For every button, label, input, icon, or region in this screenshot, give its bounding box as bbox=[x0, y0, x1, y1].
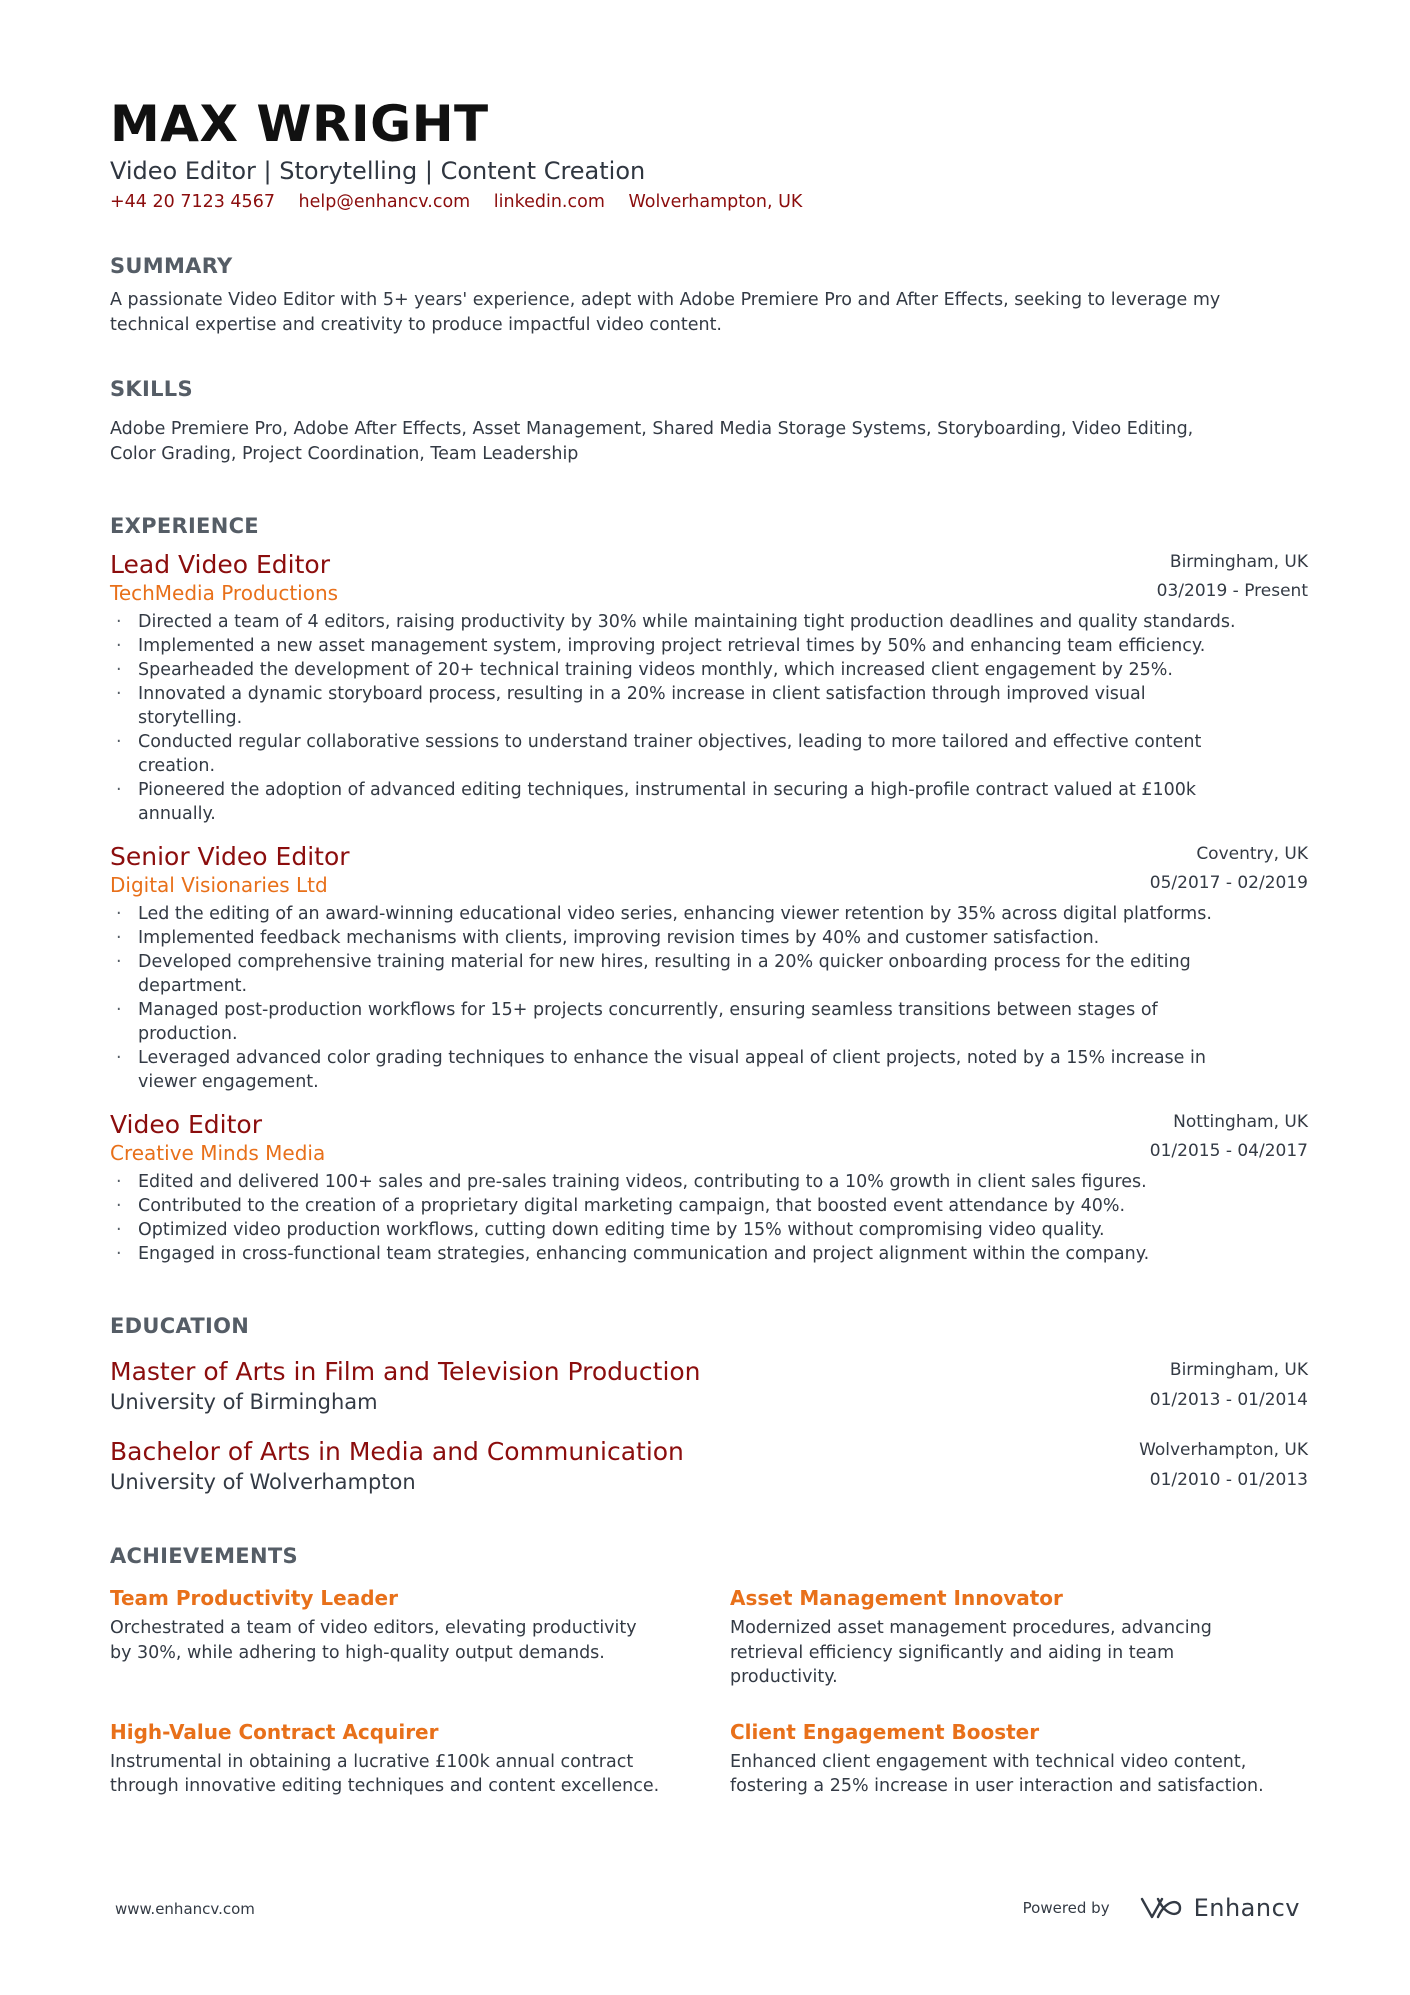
job-bullet: · Leveraged advanced color grading techniques to enhance the visual appeal of client projects, noted by a 15% increase in viewer engagement. bbox=[110, 1046, 1308, 1094]
education-degree: Master of Arts in Film and Television Production bbox=[110, 1357, 701, 1386]
job-header bbox=[110, 1110, 1308, 1168]
section-title-achievements: ACHIEVEMENTS bbox=[110, 1544, 298, 1568]
education-location: Birmingham, UK bbox=[1169, 1360, 1308, 1380]
achievement-title: Team Productivity Leader bbox=[110, 1586, 398, 1610]
contact-email[interactable]: help@enhancv.com bbox=[298, 192, 471, 212]
job-bullet: · Contributed to the creation of a proprietary digital marketing campaign, that boosted event attendance by 40%. bbox=[110, 1194, 1308, 1218]
skills-line: Color Grading, Project Coordination, Team Leadership bbox=[110, 443, 579, 464]
job-bullet: · Managed post-production workflows for 15+ projects concurrently, ensuring seamless transitions between stages of production. bbox=[110, 998, 1308, 1046]
job-company: TechMedia Productions bbox=[110, 581, 339, 605]
job-entry bbox=[110, 842, 1308, 1094]
job-bullet: · Developed comprehensive training material for new hires, resulting in a 20% quicker onboarding process for the editing department. bbox=[110, 950, 1308, 998]
job-header bbox=[110, 842, 1308, 900]
job-bullet: · Led the editing of an award-winning educational video series, enhancing viewer retention by 35% across digital platforms. bbox=[110, 902, 1308, 926]
job-dates: 01/2015 - 04/2017 bbox=[1149, 1141, 1308, 1161]
job-dates: 03/2019 - Present bbox=[1156, 581, 1308, 601]
education-entry bbox=[110, 1436, 1308, 1498]
job-bullet: · Edited and delivered 100+ sales and pre-sales training videos, contributing to a 10% growth in client sales figures. bbox=[110, 1170, 1308, 1194]
achievements-section bbox=[110, 1542, 1308, 1799]
education-school: University of Wolverhampton bbox=[110, 1470, 416, 1494]
job-title: Lead Video Editor bbox=[110, 550, 330, 579]
job-location: Birmingham, UK bbox=[1169, 552, 1308, 572]
achievements-grid bbox=[110, 1584, 1308, 1799]
enhancv-brand-name[interactable]: Enhancv bbox=[1193, 1894, 1300, 1922]
summary-text bbox=[110, 288, 1308, 337]
achievement-title: High-Value Contract Acquirer bbox=[110, 1719, 439, 1744]
job-entry bbox=[110, 550, 1308, 826]
education-degree: Bachelor of Arts in Media and Communication bbox=[110, 1437, 684, 1466]
job-location: Nottingham, UK bbox=[1173, 1112, 1308, 1132]
summary-line: A passionate Video Editor with 5+ years' experience, adept with Adobe Premiere Pro and After Effects, seeking to leverage my bbox=[110, 290, 1221, 310]
job-bullet: · Implemented feedback mechanisms with clients, improving revision times by 40% and customer satisfaction. bbox=[110, 926, 1308, 950]
achievement-description: Instrumental in obtaining a lucrative £100k annual contract through innovative editing techniques and content excellence. bbox=[110, 1751, 660, 1796]
contact-phone[interactable]: +44 20 7123 4567 bbox=[110, 192, 275, 212]
skills-list bbox=[110, 417, 1308, 466]
contact-linkedin[interactable]: linkedin.com bbox=[493, 192, 605, 212]
job-company: Creative Minds Media bbox=[110, 1141, 326, 1165]
job-location: Coventry, UK bbox=[1196, 844, 1308, 864]
job-bullets bbox=[110, 610, 1308, 826]
job-bullet: · Innovated a dynamic storyboard process, resulting in a 20% increase in client satisfaction through improved visual storytelling. bbox=[110, 682, 1308, 730]
achievement-description: Modernized asset management procedures, advancing retrieval efficiency significantly and aiding in team productivity. bbox=[730, 1618, 1212, 1687]
job-bullet: · Implemented a new asset management system, improving project retrieval times by 50% and enhancing team efficiency. bbox=[110, 634, 1308, 658]
resume-header bbox=[110, 96, 1308, 214]
education-school: University of Birmingham bbox=[110, 1390, 378, 1414]
job-title: Video Editor bbox=[110, 1110, 262, 1139]
achievement-item bbox=[110, 1584, 730, 1690]
contact-location: Wolverhampton, UK bbox=[628, 192, 803, 212]
job-bullet: · Directed a team of 4 editors, raising productivity by 30% while maintaining tight production deadlines and quality standards. bbox=[110, 610, 1308, 634]
job-dates: 05/2017 - 02/2019 bbox=[1149, 873, 1308, 893]
section-title-experience: EXPERIENCE bbox=[110, 514, 259, 538]
job-bullets bbox=[110, 902, 1308, 1094]
experience-section bbox=[110, 512, 1308, 1266]
job-bullet: · Optimized video production workflows, cutting down editing time by 15% without compromising video quality. bbox=[110, 1218, 1308, 1242]
candidate-headline: Video Editor | Storytelling | Content Creation bbox=[110, 157, 646, 185]
achievement-title: Client Engagement Booster bbox=[730, 1719, 1040, 1744]
contact-line bbox=[110, 190, 1308, 214]
footer-url[interactable]: www.enhancv.com bbox=[115, 1900, 255, 1918]
education-dates: 01/2013 - 01/2014 bbox=[1149, 1390, 1308, 1410]
powered-by-label: Powered by bbox=[1022, 1899, 1110, 1917]
section-title-education: EDUCATION bbox=[110, 1314, 250, 1338]
education-entry bbox=[110, 1356, 1308, 1418]
page-footer bbox=[115, 1894, 1300, 1924]
achievement-item bbox=[110, 1718, 730, 1799]
job-bullets bbox=[110, 1170, 1308, 1266]
achievement-description: Orchestrated a team of video editors, elevating productivity by 30%, while adhering to high-quality output demands. bbox=[110, 1618, 637, 1663]
job-bullet: · Spearheaded the development of 20+ technical training videos monthly, which increased client engagement by 25%. bbox=[110, 658, 1308, 682]
skills-section bbox=[110, 375, 1308, 466]
summary-section bbox=[110, 252, 1308, 337]
education-location: Wolverhampton, UK bbox=[1139, 1440, 1308, 1460]
job-company: Digital Visionaries Ltd bbox=[110, 873, 328, 897]
education-section bbox=[110, 1312, 1308, 1498]
skills-line: Adobe Premiere Pro, Adobe After Effects, Asset Management, Shared Media Storage Systems, Storyboarding, Video Editing, bbox=[110, 419, 1194, 439]
achievement-description: Enhanced client engagement with technical video content, fostering a 25% increase in user interaction and satisfaction. bbox=[730, 1751, 1264, 1796]
summary-line: technical expertise and creativity to produce impactful video content. bbox=[110, 314, 722, 335]
section-title-skills: SKILLS bbox=[110, 377, 193, 401]
achievement-item bbox=[730, 1718, 1308, 1799]
job-entry bbox=[110, 1110, 1308, 1266]
enhancv-logo-icon bbox=[1136, 1895, 1184, 1921]
achievement-title: Asset Management Innovator bbox=[730, 1586, 1063, 1610]
candidate-name: MAX WRIGHT bbox=[110, 95, 489, 153]
section-title-summary: SUMMARY bbox=[110, 254, 233, 278]
job-bullet: · Pioneered the adoption of advanced editing techniques, instrumental in securing a high-profile contract valued at £100k annually. bbox=[110, 778, 1308, 826]
achievement-item bbox=[730, 1584, 1308, 1690]
footer-branding bbox=[1023, 1894, 1300, 1922]
education-dates: 01/2010 - 01/2013 bbox=[1149, 1470, 1308, 1490]
job-bullet: · Engaged in cross-functional team strategies, enhancing communication and project alignment within the company. bbox=[110, 1242, 1308, 1266]
job-bullet: · Conducted regular collaborative sessions to understand trainer objectives, leading to more tailored and effective content creation. bbox=[110, 730, 1308, 778]
job-title: Senior Video Editor bbox=[110, 842, 350, 871]
resume-page bbox=[110, 96, 1308, 1799]
job-header bbox=[110, 550, 1308, 608]
